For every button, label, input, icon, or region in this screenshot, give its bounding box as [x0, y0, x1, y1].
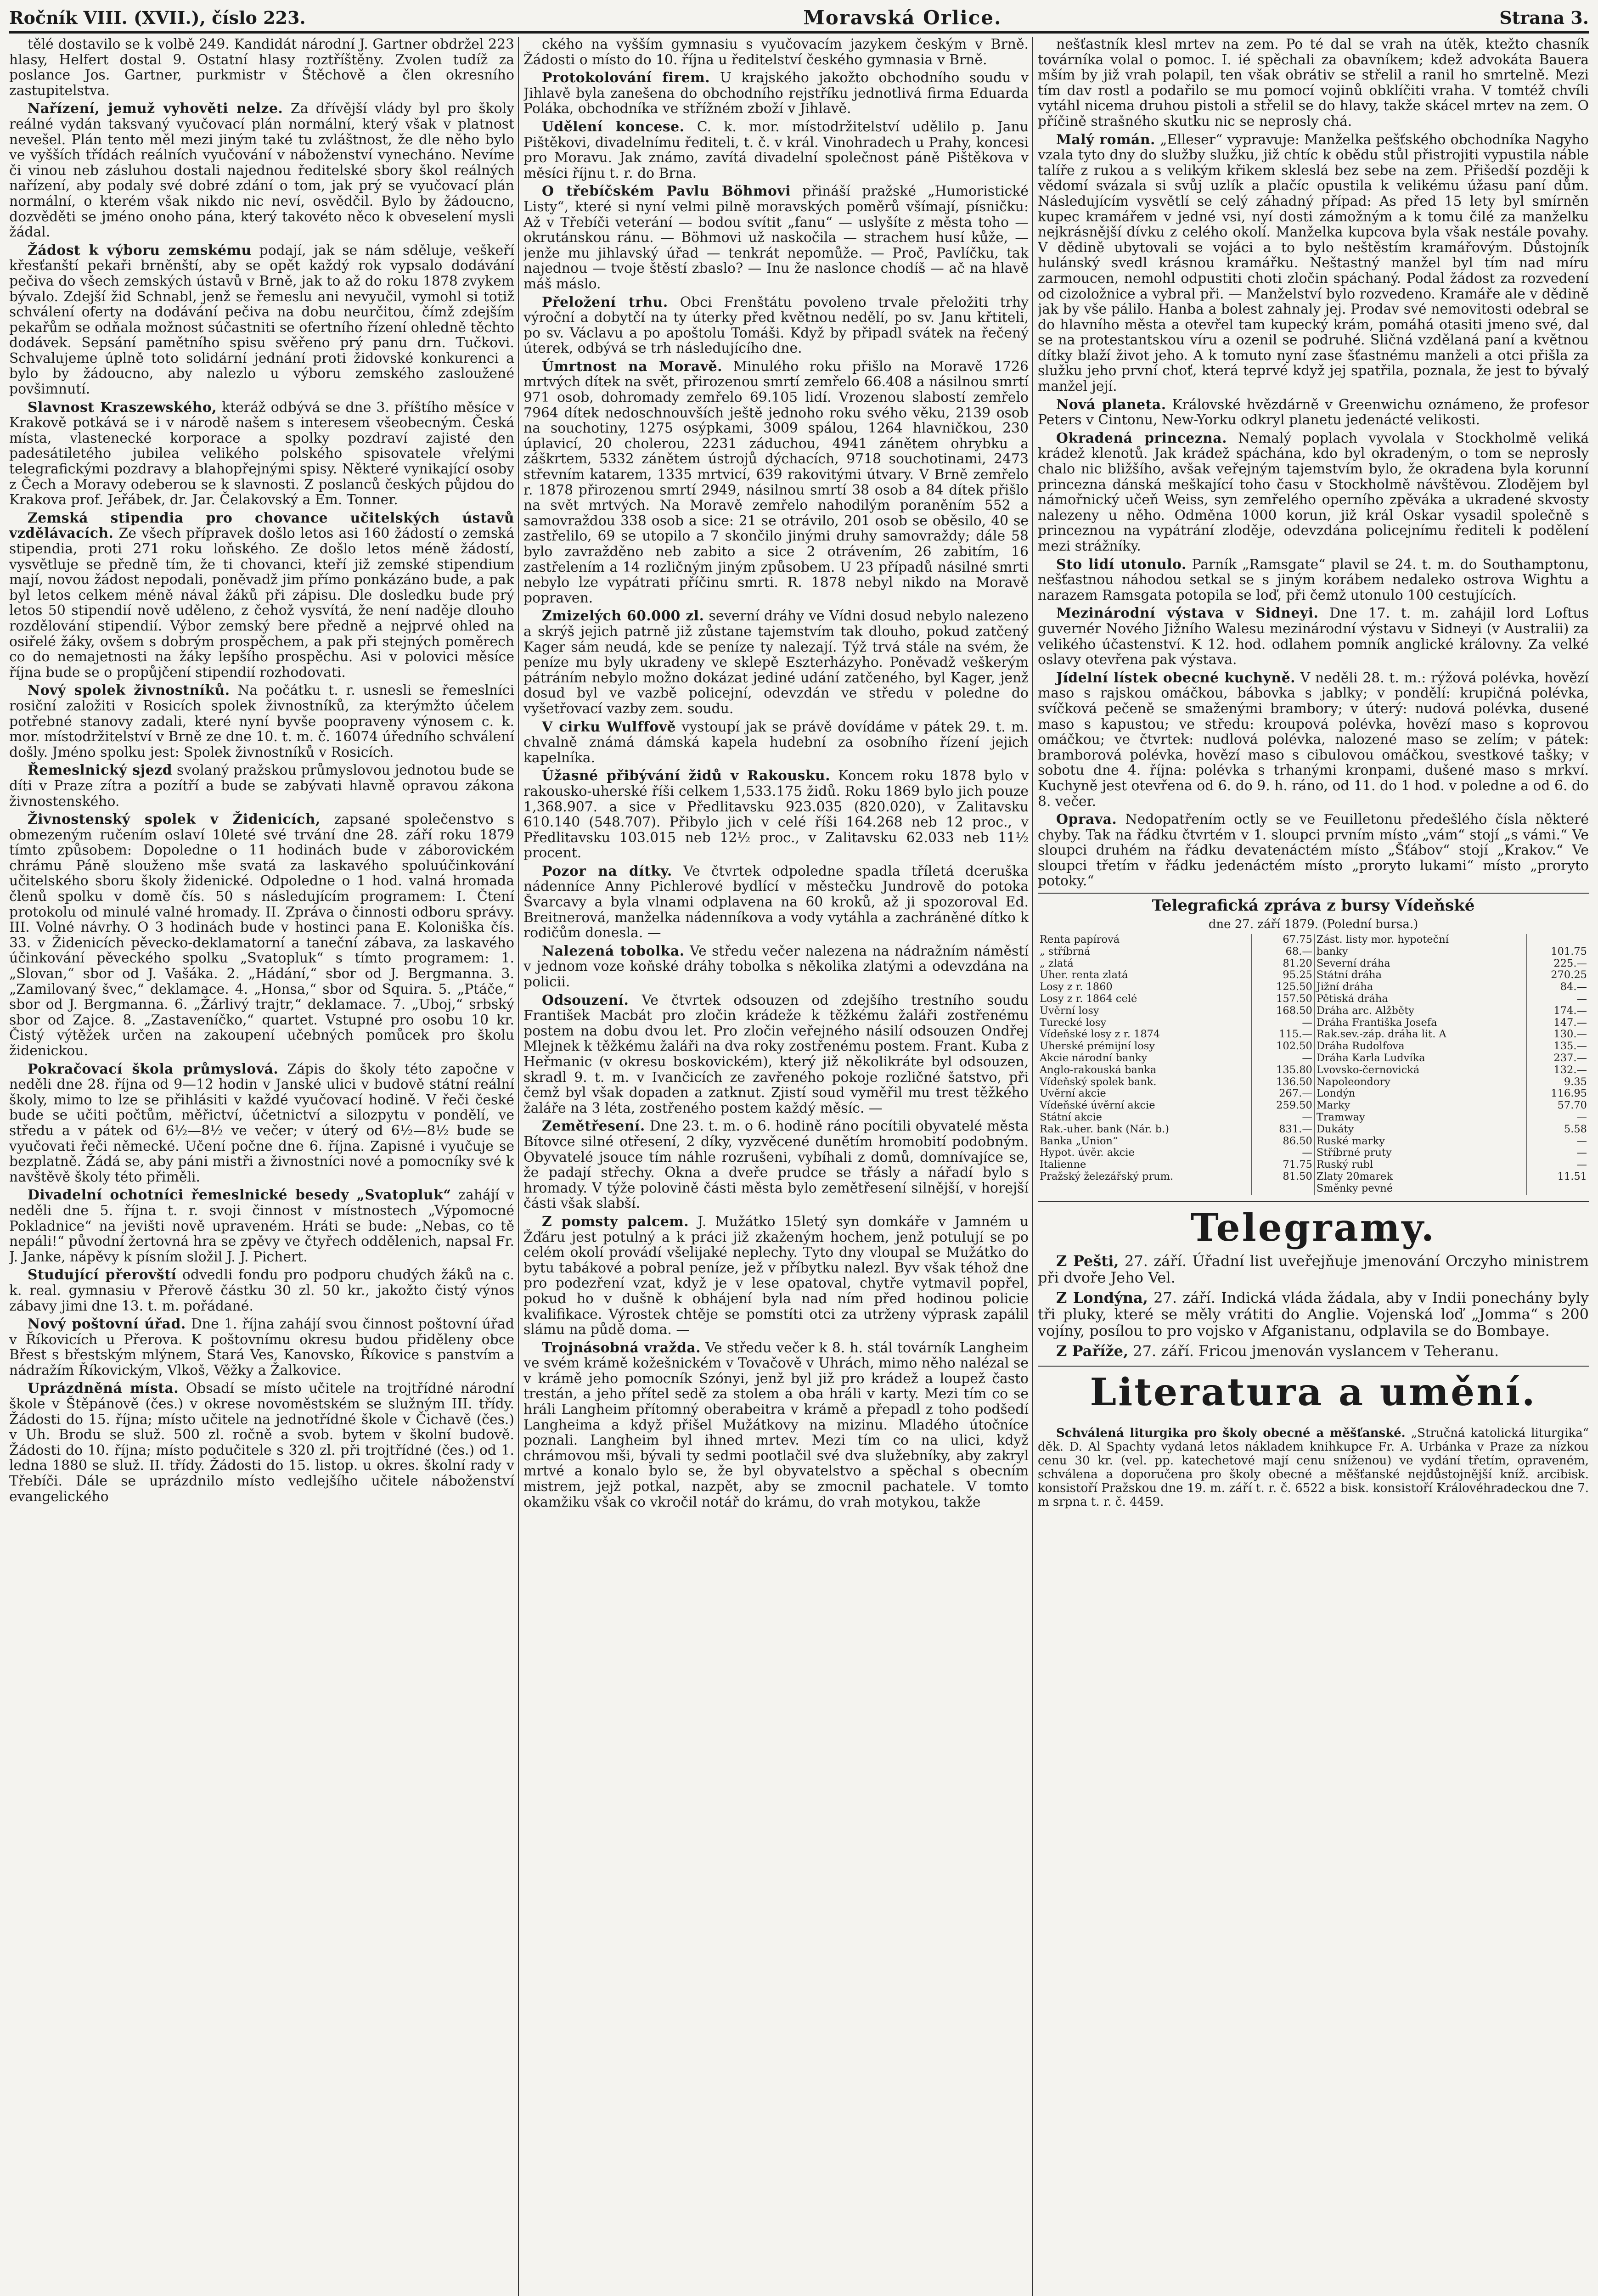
article-text: Dne 1. října zahájí svou činnost poštovní úřad v Říkovicích u Přerova. K poštovnímu okresu budou přiděleny obce Břest s břestským mlýnem, Stará Ves, Kanovsko, Říkovice s panstvím a nádražím Říkovickým, Vlkoš, Věžky a Žalkovice.	[9, 1316, 514, 1379]
article-heading: Odsouzení.	[542, 992, 629, 1008]
article	[1038, 397, 1589, 428]
bourse-value: —	[1252, 1112, 1314, 1124]
bourse-value: 168.50	[1252, 1005, 1314, 1017]
telegram-place: Z Londýna,	[1056, 1289, 1148, 1306]
bourse-row	[1038, 993, 1589, 1005]
article	[9, 1062, 514, 1185]
bourse-value: —	[1576, 1112, 1587, 1124]
article-text: zapsané společenstvo s obmezeným ručením oslaví 10leté své trvání dne 28. září roku 1879 tímto způsobem: Dopoledne o 11 hodinách bude v záborovickém chrámu Páně slouženo mše svatá za laskavého spoluúčinkování učitelského sboru školy židenické. Odpoledne o 1 hod. valná hromada členů spolku v domě čís. 50 s následujícím programem: I. Čtení protokolu od minulé valné hromady. II. Zpráva o činnosti odboru správy. III. Volné návrhy. O 3 hodinách bude v hostinci pana E. Koloniška čís. 33. v Židenicích pěvecko-deklamatorní a taneční zábava, za laskavého účinkování pěveckého spolku „Svatopluk“ s tímto programem: 1. „Slovan,“ sbor od J. Vašáka. 2. „Hádání,“ sbor od J. Bergmanna. 3. „Zamilovaný švec,“ deklamace. 4. „Honsa,“ sbor od Squira. 5. „Ptáče,“ sbor od J. Bergmanna. 6. „Žárlivý trajtr,“ deklamace. 7. „Uboj,“ srbský sbor od Zajce. 8. „Zastaveníčko,“ quartet. Vstupné pro osobu 10 kr. Čistý výtěžek určen na zakoupení učebných pomůcek pro školu židenickou.	[9, 811, 514, 1059]
article-heading: Nový poštovní úřad.	[28, 1316, 186, 1333]
article-text: Dne 23. t. m. o 6. hodině ráno pocítili obyvatelé města Bítovce silné otřesení, 2 díky, vyzvěcené dunětím hromobití podobným. Obyvatelé jsouce tím náhle rozrušeni, vybíhali z domů, domnívajíce se, že padají střechy. Okna a dveře prudce se třásly a nářadí bylo s hromady. V týže polovině části města bylo zemětřesení silnější, v horejší části však slabší.	[523, 1118, 1029, 1212]
bourse-name: Ruské marky	[1314, 1136, 1526, 1148]
article-heading: Z pomsty palcem.	[542, 1213, 689, 1230]
bourse-value: 225.—	[1553, 957, 1587, 969]
bourse-value: 130.—	[1553, 1029, 1587, 1041]
article-heading: Jídelní lístek obecné kuchyně.	[1056, 670, 1296, 686]
telegram-place: Z Pešti,	[1056, 1252, 1119, 1270]
article	[523, 1119, 1029, 1211]
telegram-text: 27. září. Fricou jmenován vyslancem v Teheranu.	[1133, 1342, 1499, 1360]
article-text: tělé dostavilo se k volbě 249. Kandidát národní J. Gartner obdržel 223 hlasy, Helfert dostal 9. Ostatní hlasy roztříštěny. Zvolen tudíž za poslance Jos. Gartner, purkmistr v Štěchově a člen okresního zastupitelstva.	[9, 37, 514, 99]
article-text: podají, jak se nám sděluje, veškeří křesťanští pekaři brněnští, aby se opět každý rok vypsalo dodávání pečiva do všech zemských ústavů v Brně, jak to až do roku 1878 zvykem bývalo. Zdejší žid Schnabl, jenž se řemeslu ani nevyučil, vymohl si totiž schválení oferty na dodávání pečiva na dobu neurčitou, čímž zdejším pekařům se odňala možnost súčastniti se ofertního řízení ohledně těchto dodávek. Sepsání pamětního spisu svěřeno prý panu drn. Tučkovi. Schvalujeme úplně toto solidární jednání proti židovské konkurenci a bylo by žádoucno, aby nalezlo u výboru zemského zasloužené povšimnutí.	[9, 242, 514, 398]
bourse-value: 67.75	[1252, 934, 1314, 946]
article	[523, 1214, 1029, 1338]
bourse-name: Vídeňské úvěrní akcie	[1038, 1100, 1252, 1112]
article-heading: Úmrtnost na Moravě.	[542, 358, 723, 375]
bourse-value: —	[1252, 1017, 1314, 1029]
bourse-name: Vídeňské losy z r. 1874	[1038, 1029, 1252, 1041]
article-heading: Pozor na dítky.	[542, 863, 672, 879]
article-heading: Živnostenský spolek v Židenicích,	[28, 811, 321, 828]
bourse-value: —	[1252, 1052, 1314, 1064]
bourse-name: Severní dráha	[1314, 958, 1526, 970]
bourse-value: 71.75	[1252, 1159, 1314, 1171]
bourse-name: Marky	[1314, 1100, 1526, 1112]
bourse-name: Dráha Rudolfova	[1314, 1041, 1526, 1052]
bourse-row	[1038, 1183, 1589, 1195]
bourse-value: 102.50	[1252, 1041, 1314, 1052]
article	[523, 184, 1029, 292]
article-text: Královské hvězdárně v Greenwichu oznámeno, že profesor Peters v Cintonu, New-Yorku odkryl planetu jedenácté velikosti.	[1038, 396, 1589, 428]
article-heading: Uprázdněná místa.	[28, 1380, 179, 1397]
article-heading: Okradená princezna.	[1056, 430, 1227, 446]
article	[523, 944, 1029, 990]
telegram-place: Z Paříže,	[1056, 1342, 1129, 1360]
article-text: V neděli 28. t. m.: rýžová polévka, hovězí maso s rajskou omáčkou, bábovka s jablky; v pondělí: krupičná polévka, svíčková pečeně se smaženými brambory; v úterý: nudová polévka, dusené maso s kapustou; ve středu: kroupová polévka, hovězí maso s koprovou omáčkou; ve čtvrtek: nudlová polévka, nalozené maso se zelím; v pátek: bramborová polévka, hovězí maso s cibulovou omáčkou, svestkové tašky; v sobotu dne 4. října: polévka s trhanými kronpami, dušené maso s mrkví. Kuchyně jest otevřena od 6. do 9. h. ráno, od 11. do 1 hod. v poledne a od 6. do 8. večer.	[1038, 670, 1589, 810]
bourse-name: Pražský železářský prum.	[1038, 1171, 1252, 1183]
bourse-row	[1038, 1005, 1589, 1017]
article-text: přináší pražské „Humoristické Listy“, které si nyní velmi pilně moravských poměrů všímají, písničku: Až v Třebíči veterání — bodou svítit „fanu“ — uslyšíte z města toho — okrutánskou ránu. — Böhmovi už naskočila — strachem husí kůže, — jenže mu jihlavský úřad — tenkrát nepomůže. — Proč, Pavlíčku, tak najednou — tvoje štěstí zbaslo? — Inu že naslonce chodíš — ač na hlavě máš máslo.	[523, 183, 1029, 292]
column-rule	[518, 37, 519, 2296]
bourse-row	[1038, 1088, 1589, 1100]
bourse-value: —	[1576, 993, 1587, 1005]
bourse-name: Jižní dráha	[1314, 981, 1526, 993]
bourse-name: Uher. renta zlatá	[1038, 969, 1252, 981]
article	[1038, 606, 1589, 667]
article	[9, 243, 514, 397]
bourse-row	[1038, 1041, 1589, 1052]
bourse-name: Stříbrné pruty	[1314, 1147, 1526, 1159]
bourse-table	[1038, 934, 1589, 1195]
bourse-row	[1038, 958, 1589, 970]
article-text: Zápis do školy této započne v neděli dne 28. října od 9—12 hodin v Janské ulici v budově státní reální školy, mimo to lze se přihlásiti v každé vyučovací hodině. V řeči české bude se učiti počtům, měřictví, účetnictví a silozpytu v pondělí, ve středu a v pátek od 6½—8½ ve večer; v úterý od 6½—8½ bude se vyučovati řeči německé. Učení počne dne 6. října. Zapisné i vyučuje se bezplatně. Žádá se, aby páni mistři a živnostníci nové a pomocníky své k navštěvě školy této přiměli.	[9, 1061, 514, 1185]
article-text: Ve čtvrtek odpoledne spadla tříletá dceruška nádenníce Anny Pichlerové bydlící v městečku Jundrově do potoka Švarcavy a byla vlnami odplavena na 60 kroků, až ji spozoroval Ed. Breitnerová, manželka nádenníkova a vody vytáhla a zachráněné dítko k rodičům donesla. —	[523, 863, 1029, 941]
article	[523, 359, 1029, 606]
bourse-name: Zást. listy mor. hypoteční	[1314, 934, 1526, 946]
bourse-value: 116.95	[1551, 1088, 1587, 1100]
article-heading: Trojnásobná vražda.	[542, 1339, 701, 1356]
article-heading: Malý román.	[1056, 131, 1155, 148]
article	[9, 812, 514, 1059]
article	[523, 864, 1029, 941]
article	[523, 1340, 1029, 1510]
bourse-value: 68.—	[1252, 946, 1314, 958]
literature-text: „Stručná katolická liturgika“ děk. D. Al Spachty vydaná letos nákladem knihkupce Fr. A. Urbánka v Praze za nízkou cenu 30 kr. (vel. pp. katechetové mají cenu sníženou) ve vydání třetím, opraveném, schválena a doporučena pro školy obecné a měšťanské nejdůstojnější kníž. arcibisk. konsistoří Pražskou dne 19. m. září t. r. č. 6522 a bisk. konsistoří Královéhradeckou dne 7. m srpna t. r. č. 4459.	[1038, 1426, 1589, 1509]
article-text: Ve čtvrtek odsouzen od zdejšího trestního soudu František Macbát pro zločin krádeže k těžkému žaláři zostřenému postem na dobu dvou let. Pro zločin veřejného násilí odsouzen Ondřej Mlejnek k těžkému žaláři na dva roky zostřenému postem. Frant. Kuba z Heřmanic (v okresu boskovickém), který již několikráte byl odsouzen, skradl 9. t. m. v Ivančicích ze zavřeného pokoje rozličné šatstvo, při čemž byl však dopaden a zatknut. Zjistí soud vyměřil mu trest těžkého žaláře na 3 léta, zostřeného postem každý měsíc. —	[523, 992, 1029, 1116]
article	[9, 1187, 514, 1265]
article-text: nešťastník klesl mrtev na zem. Po té dal se vrah na útěk, ktežto chasník továrníka volal o pomoc. I. ié spěchali za obavníkem; kdež advokáta Bauera mším by již vrah polapil, ten však obrátiv se střelil a ranil ho smrtelně. Mezi tím dav rostl a podařilo se mu pomocí vojinů obklíčiti vraha. V tomtéž chvíli vytáhl nicema druhou pistoli a střelil se do hlavy, takže skácel mrtev na zem. O příčině strašného skutku nic se neprosly chá.	[1038, 37, 1589, 129]
bourse-value: 174.—	[1553, 1005, 1587, 1017]
newspaper-title: Moravská Orlice.	[803, 6, 1002, 29]
article	[523, 37, 1029, 68]
bourse-row	[1038, 1159, 1589, 1171]
bourse-name: Pětiská dráha	[1314, 993, 1526, 1005]
bourse-name: Uherské prémijní losy	[1038, 1041, 1252, 1052]
bourse-value: 270.25	[1551, 969, 1587, 981]
article	[523, 70, 1029, 117]
article	[9, 1381, 514, 1504]
article-heading: Zemětřesení.	[542, 1118, 645, 1135]
literature-article	[1038, 1426, 1589, 1509]
bourse-value: 831.—	[1252, 1124, 1314, 1136]
article-text: Dne 17. t. m. zahájil lord Loftus guvernér Nového Jižního Walesu mezinárodní výstavu v Sidneyi (v Australii) za velikého účastenství. K 12. hod. odlahem pomník anglické královny. Za velké oslavy otevřena pak výstava.	[1038, 605, 1589, 668]
bourse-subtitle: dne 27. září 1879. (Polední bursa.)	[1208, 917, 1418, 932]
bourse-row	[1038, 1136, 1589, 1148]
bourse-row	[1038, 1064, 1589, 1076]
bourse-value: 259.50	[1252, 1100, 1314, 1112]
article	[1038, 812, 1589, 889]
bourse-row	[1038, 969, 1589, 981]
bourse-row	[1038, 1029, 1589, 1041]
article-text: odvedli fondu pro podporu chudých žáků na c. k. real. gymnasiu v Přerově částku 30 zl. 50 kr., jakožto čistý výnos zábavy jimi dne 13. t. m. pořádané.	[9, 1267, 514, 1314]
bourse-value: 86.50	[1252, 1136, 1314, 1148]
article	[523, 993, 1029, 1116]
bourse-row	[1038, 934, 1589, 946]
article-heading: Protokolování firem.	[542, 70, 710, 86]
bourse-row	[1038, 1112, 1589, 1124]
article-text: ckého na vyšším gymnasiu s vyučovacím jazykem českým v Brně. Žádosti o místo do 10. října u ředitelství českého gymnasia v Brně.	[523, 37, 1029, 68]
telegram-text: 27. září. Úřadní list uveřejňuje jmenování Orczyho ministrem při dvoře Jeho Vel.	[1038, 1252, 1589, 1286]
bourse-row	[1038, 1124, 1589, 1136]
telegram-text: 27. září. Indická vláda žádala, aby v Indii ponechány byly tři pluky, které se měly vrátiti do Anglie. Vojenská loď „Jomma“ s 200 vojíny, posílou to pro vojsko v Afganistanu, odplavila se do Bombaye.	[1038, 1289, 1589, 1339]
bourse-name: Dráha Františka Josefa	[1314, 1017, 1526, 1029]
article-text: zahájí v neděli dne 5. října t. r. svoji činnost v místnostech „Výpomocné Pokladnice“ na jevišti nově upraveném. Hráti se bude: „Nebas, co tě nepáli!“ původní žertovná hra se zpěvy ve čtyřech oddělenich, napsal Fr. J. Janke, nápěvy k písním složil J. J. Pichert.	[9, 1187, 514, 1265]
telegram	[1038, 1253, 1589, 1286]
article	[523, 608, 1029, 716]
bourse-name: Italienne	[1038, 1159, 1252, 1171]
bourse-value: 267.—	[1252, 1088, 1314, 1100]
article-text: Ve středu večer nalezena na nádražním náměstí v jednom voze koňské dráhy tobolka s několika zlatými a odevzdána na policii.	[523, 943, 1029, 990]
bourse-value: 9.35	[1564, 1076, 1587, 1088]
bourse-value: 101.75	[1551, 945, 1587, 957]
bourse-name	[1038, 1183, 1252, 1195]
article-text: vystoupí jak se právě dovídáme v pátek 29. t. m. chvalně známá dámská kapela hudební za osobního řízení jejich kapelníka.	[523, 719, 1029, 766]
article-heading: Udělení koncese.	[542, 118, 685, 135]
bourse-value: —	[1252, 1147, 1314, 1159]
article-heading: Slavnost Kraszewského,	[28, 399, 217, 416]
bourse-name: Vídeňský spolek bank.	[1038, 1076, 1252, 1088]
bourse-name: Banka „Union“	[1038, 1136, 1252, 1148]
column-3-articles	[1038, 37, 1589, 889]
article-heading: Řemeslnický sjezd	[28, 762, 173, 779]
article-heading: Zmizelých 60.000 zl.	[542, 608, 704, 625]
bourse-name: Státní akcie	[1038, 1112, 1252, 1124]
bourse-name: Úvěrní akcie	[1038, 1088, 1252, 1100]
bourse-row	[1038, 1076, 1589, 1088]
telegram	[1038, 1289, 1589, 1339]
bourse-name: Akcie národní banky	[1038, 1052, 1252, 1064]
article	[9, 37, 514, 98]
bourse-value: 11.51	[1557, 1171, 1587, 1182]
bourse-name: Lvovsko-černovická	[1314, 1064, 1526, 1076]
bourse-name: Tramway	[1314, 1112, 1526, 1124]
bourse-value: 132.—	[1553, 1064, 1587, 1076]
article-text: C. k. mor. místodržitelství udělilo p. Janu Pištěkovi, divadelnímu řediteli, t. č. v král. Vinohradech u Prahy, koncesi pro Moravu. Jak známo, zavítá divadelní společnost páně Pištěkova v měsíci říjnu t. r. do Brna.	[523, 118, 1029, 181]
article-text: Obsadí se místo učitele na trojtřídné národní škole v Štěpánově (čes.) v okrese novoměstském se služným III. třídy. Žádosti do 15. října; místo učitele na jednotřídné škole v Čichavě (čes.) v Uh. Brodu se služ. 500 zl. ročně a svob. bytem v školní budově. Žádosti do 10. října; místo podučitele s 320 zl. při trojtřídné (čes.) od 1. ledna 1880 se služ. II. třídy. Žádosti do 15. listop. u okres. školní rady v Třebíči. Dále se uprázdnilo místo vedlejšího učitele náboženství evangelického	[9, 1380, 514, 1505]
article	[523, 119, 1029, 181]
article	[1038, 670, 1589, 809]
article-heading: Nový spolek živnostníků.	[28, 682, 230, 699]
bourse-row	[1038, 1100, 1589, 1112]
bourse-name: Londýn	[1314, 1088, 1526, 1100]
bourse-value: 81.20	[1252, 958, 1314, 970]
bourse-row	[1038, 1147, 1589, 1159]
article	[9, 1317, 514, 1378]
article	[523, 768, 1029, 861]
bourse-row	[1038, 1052, 1589, 1064]
bourse-value: 57.70	[1557, 1100, 1587, 1112]
article	[9, 101, 514, 240]
bourse-name: Dráha arc. Alžběty	[1314, 1005, 1526, 1017]
bourse-value: 5.58	[1564, 1123, 1587, 1135]
bourse-name: Dukáty	[1314, 1124, 1526, 1136]
article	[1038, 37, 1589, 129]
bourse-row	[1038, 981, 1589, 993]
article-text: Za dřívější vlády byl pro školy reálné vydán taksvaný vyučovací plán normální, který však v platnost nevešel. Plán tento měl mezi jiným také tu zvláštnost, že dle něho bylo ve vyšších třídách reálních vyučování v náboženství vynecháno. Nevíme či vinou neb zásluhou dostali najednou ředitelské sbory škol reálných nařízení, aby podaly své dobré zdání o tom, jak prý se vyučovací plán normální, o kterém však nikdo nic neví, osvědčil. Bylo by žádoucno, dozvěděti se jméno onoho pána, který takovéto něco k obveselení mysli žádal.	[9, 101, 514, 241]
article-heading: Oprava.	[1056, 811, 1117, 828]
literature-title: Literatura a umění.	[1038, 1366, 1589, 1414]
bourse-name: Směnky pevné	[1314, 1183, 1526, 1195]
article-heading: Mezinárodní výstava v Sidneyi.	[1056, 605, 1319, 622]
bourse-name: banky	[1314, 946, 1526, 958]
bourse-name: Anglo-rakouská banka	[1038, 1064, 1252, 1076]
article-text: svolaný pražskou průmyslovou jednotou bude se díti v Praze zítra a pozítří a bude se zabývati hlavně opravou zákona živnostenského.	[9, 762, 514, 810]
bourse-name: Renta papírová	[1038, 934, 1252, 946]
article-text: J. Mužátko 15letý syn domkáře v Jamném u Žďáru jest potulný a k práci již zkaženým hochem, jenž potulují se po celém okolí provádí všelijaké neplechy. Tyto dny vloupal se Mužátko do bytu tabákové a pobral peníze, jež v příbytku nalezl. Byv však téhož dne pro podezření vzat, když je v lese opatoval, chytře vytmavil popřel, pokud ho v dušně k obhájení byla nad ním před hodinou policie kvalifikace. Výrostek chtěje se pomstíti otci za utrženy výprask zapálil slámu na půdě doma. —	[523, 1213, 1029, 1338]
article-text: Parník „Ramsgate“ plavil se 24. t. m. do Southamptonu, nešťastnou náhodou setkal se s jiným korábem nedaleko ostrova Wightu a narazem Ramsgata potopila se loď, při čemž utonulo 100 cestujících.	[1038, 556, 1589, 603]
telegrams-title: Telegramy.	[1038, 1201, 1589, 1250]
article	[523, 720, 1029, 766]
column-rule	[1032, 37, 1033, 2296]
article	[9, 763, 514, 809]
bourse-name: Napoleondory	[1314, 1076, 1526, 1088]
bourse-name: Rak.-uher. bank (Nár. b.)	[1038, 1124, 1252, 1136]
bourse-value: —	[1576, 1135, 1587, 1147]
article-text: Ze všech přípravek došlo letos asi 160 žádostí o zemská stipendia, proti 271 roku loňského. Ze došlo letos méně žádostí, vysvětluje se předně tím, že ti chovanci, kteří již zemské stipendium mají, novou žádost nepodali, poněvadž jim přímo ponkázáno bude, a pak byl letos celkem méně nával žáků při zápisu. Dle dosledku bude prý letos 50 stipendií nově uděleno, z čehož vysvítá, že není naděje dlouho rozdělování stipendií. Výbor zemský bere předně a nejprvé ohled na osiřelé žáky, ovšem s dobrým prospěchem, a pak při stejných poměrech co do nemajetnosti na žáky lepšího prospěchu. Asi v polovici měsíce října bude se o propůjčení stipendií rozhodovati.	[9, 525, 514, 681]
bourse-value: 135.—	[1553, 1041, 1587, 1052]
article-heading: Přeložení trhu.	[542, 294, 668, 310]
bourse-name: „ zlatá	[1038, 958, 1252, 970]
bourse-value	[1252, 1183, 1314, 1195]
bourse-name: Ruský rubl	[1314, 1159, 1526, 1171]
article-text: Minulého roku přišlo na Moravě 1726 mrtvých dítek na svět, přirozenou smrtí zemřelo 66.408 a násilnou smrtí 971 osob, dohromady zemřelo 69.105 lidí. Vrozenou slabostí zemřelo 7964 dítek nedoschnouvších ještě jednoho roku svého věku, 2139 osob na souchotiny, 1275 osýpkami, 3009 spálou, 1264 hlavničkou, 230 úplavicí, 20 cholerou, 2231 záduchou, 4941 zánětem ohrybku a záškrtem, 5332 zánětem ústrojů dýchacích, 9718 souchotinami, 2473 střevním katarem, 1335 mrtvicí, 639 rakovitými útvary. V Brně zemřelo r. 1878 přirozenou smrtí 2949, násilnou smrtí 38 osob a 84 dítek přišlo na svět mrtvých. Na Moravě zemřelo nahodilým poraněním 552 a samovraždou 338 osob a sice: 21 se otrávilo, 201 osob se oběsilo, 40 se zastřelilo, 69 se utopilo a 7 skončilo jinými druhy samovraždy; dále 58 bylo zavražděno neb zabito a sice 2 otrávením, 26 zabitím, 16 zastřelením a 14 rozličným jiným způsobem. U 23 případů násilné smrti nebylo lze vypátrati příčinu smrti. R. 1878 nebyl nikdo na Moravě popraven.	[523, 358, 1029, 606]
bourse-value: 147.—	[1553, 1017, 1587, 1029]
bourse-value: 125.50	[1252, 981, 1314, 993]
bourse-value: 157.50	[1252, 993, 1314, 1005]
article	[523, 295, 1029, 356]
bourse-name: Dráha Karla Ludvíka	[1314, 1052, 1526, 1064]
telegram	[1038, 1343, 1589, 1359]
article-text: Ve středu večer k 8. h. stál továrník Langheim ve svém krámě kožešnickém v Tovačově v Uhrách, mimo něho nalézal se v krámě jeho pomocník Szónyi, jenž byl již pro krádež a loupež často trestán, a jeho přítel sedě za stolem a oba hráli v karty. Mezi tím co se hráli Langheim přítomný oberabeitra v krámě a přepadl z toho podšedí Langheima a když přišel Mužátkovy na mizinu. Mladého útočníce poznali. Langheim byl ihned mrtev. Mezi tím co na ulici, když chrámovou mši, bývali ty sedmi pootlačil své dva služebníky, aby zakryl mrtvé a konalo bylo se, že byl obyvatelstvo a spěchal s obecním mistrem, jejž potkal, nazpět, aby se zmocnil pachatele. V tomto okamžiku však co vkročil notář do krámu, do vrah motykou, takže	[523, 1339, 1029, 1510]
bourse-value: 136.50	[1252, 1076, 1314, 1088]
bourse-value: 95.25	[1252, 969, 1314, 981]
article-heading: Divadelní ochotníci řemeslnické besedy „Svatopluk“	[28, 1187, 451, 1204]
bourse-value	[1526, 934, 1589, 946]
article-text: U krajského jakožto obchodního soudu v Jihlavě byla zanešena do obchodního rejstříku jednotlivá firma Eduarda Poláka, obchodníka ve střížném zboží v Jihlavě.	[523, 70, 1029, 117]
article	[9, 1267, 514, 1314]
column-2	[523, 37, 1029, 2296]
bourse-name: Zlaty 20marek	[1314, 1171, 1526, 1183]
bourse-row	[1038, 946, 1589, 958]
bourse-value: 237.—	[1553, 1052, 1587, 1064]
column-3	[1038, 37, 1589, 2296]
article-heading: Nová planeta.	[1056, 396, 1166, 413]
article-heading: Úžasné přibývání židů v Rakousku.	[542, 768, 831, 784]
bourse-name: Turecké losy	[1038, 1017, 1252, 1029]
bourse-name: „ stříbrná	[1038, 946, 1252, 958]
bourse-name: Losy z r. 1860	[1038, 981, 1252, 993]
bourse-row	[1038, 1171, 1589, 1183]
issue-info: Ročník VIII. (XVII.), číslo 223.	[9, 7, 306, 28]
article	[1038, 557, 1589, 603]
article-heading: Nalezená tobolka.	[542, 943, 685, 959]
article-heading: O třebíčském Pavlu Böhmovi	[542, 183, 791, 200]
bourse-value: 84.—	[1560, 981, 1587, 993]
article	[9, 400, 514, 508]
article-text: Nemalý poplach vyvolala v Stockholmě veliká krádež klenotů. Jak krádež spáchána, kdo byl okradeným, o tom se neprosly chalo nic bližšího, avšak veřejným tajemstvím bylo, že okradena byla korunní princezna dánská meškající toho času v Stockholmě návštěvou. Zlodějem byl námořnický učeň Weiss, syn zemřelého operního zpěváka a ukradené skvosty nalezeny u něho. Odměna 1000 korun, již král Oskar vysadil společně s princeznou na vypátrání zloděje, odevzdána policejnímu řediteli k podělení mezi strážníky.	[1038, 430, 1589, 554]
bourse-value: 135.80	[1252, 1064, 1314, 1076]
article-text: Obci Frenštátu povoleno trvale přeložiti trhy výroční a dobytčí na ty úterky před květnou nedělí, po sv. Janu křtiteli, po sv. Václavu a po apoštolu Tomáši. Když by připadl svátek na řečený úterek, odbývá se trh následujícího dne.	[523, 294, 1029, 357]
column-1	[9, 37, 514, 2296]
article-heading: Studující přerovští	[28, 1267, 177, 1283]
masthead	[9, 4, 1589, 34]
bourse-row	[1038, 1017, 1589, 1029]
article	[9, 511, 514, 681]
article-text: Koncem roku 1878 bylo v rakousko-uherské říši celkem 1,533.175 židů. Roku 1869 bylo jich pouze 1,368.907. a sice v Předlitavsku 923.035 (820.020), v Zalitavsku 610.140 (548.707). Přibylo jich v celé říši 164.268 neb 12 proc., v Předlitavsku 103.015 neb 12½ proc., v Zalitavsku 62.033 neb 11½ procent.	[523, 768, 1029, 861]
bourse-name: Hypot. úvěr. akcie	[1038, 1147, 1252, 1159]
article	[1038, 431, 1589, 554]
article-heading: Nařízení, jemuž vyhověti nelze.	[28, 101, 283, 117]
bourse-value: —	[1576, 1159, 1587, 1171]
article-heading: Zemská stipendia pro chovance učitelských ústavů vzdělávacích.	[9, 510, 514, 542]
article-text: kteráž odbývá se dne 3. příštího měsíce v Krakově potkává se i v národě našem s interesem všeobecným. Česká místa, vlastenecké korporace a spolky pozdraví zajisté den padesátiletého jubilea velikého polského spisovatele vřelými telegrafickými pozdravy a blahopřejnými spisy. Některé vynikající osoby z Čech a Moravy odeberou se k slavnosti. Z poslanců českých půjdou do Krakova prof. Jeřábek, dr. Jar. Čelakovský a Em. Tonner.	[9, 399, 514, 508]
telegrams-list	[1038, 1253, 1589, 1359]
bourse-name: Losy z r. 1864 celé	[1038, 993, 1252, 1005]
article	[1038, 132, 1589, 394]
article-text: Na počátku t. r. usnesli se řemeslníci rosiční založiti v Rosicích spolek živnostníků, za kterýmžto účelem potřebné stanovy zadali, které nyní byvše poopraveny výnosem c. k. mor. místodržitelství v Brně ze dne 10. t. m. č. 16074 úředního schválení došly. Jméno spolku jest: Spolek živnostníků v Rosicích.	[9, 682, 514, 760]
bourse-value: 81.50	[1252, 1171, 1314, 1183]
article-heading: Žádost k výboru zemskému	[28, 242, 252, 259]
bourse-value: 115.—	[1252, 1029, 1314, 1041]
article-heading: V cirku Wulffově	[542, 719, 676, 735]
bourse-name: Státní dráha	[1314, 969, 1526, 981]
article-text: „Elleser“ vypravuje: Manželka pešťského obchodníka Nagyho vzala tyto dny do služby služku, již chtíc k obědu stůl přistrojiti vypustila náble talíře z rukou a s velikým křikem skleslá bez sebe na zem. Přišedší později k vědomí svázala si svůj uzlík a plačíc opustila k velikému úžasu paní dům. Následujícím vysvětlí se celý záhadný případ: As před 15 lety byl smírněn kupec kramářem v jedné vsi, nyí dosti zámožným a k tomu čilé za manželku nejkrásnější dívku z celého okolí. Manželka kupcova byla však nestále povahy. V dědině ubytovali se vojáci a to bylo neštěstím kramářovým. Důstojník hulánský svedl krásnou kramářku. Neštastný manžel byl tím nad míru zarmoucen, nemohl odpustiti choti zločin spáchaný. Podal žádost za rozvedení od cizoložnice a vybral při. — Manželství bylo rozvedeno. Kramáře ale v dědině jak by vše pálilo. Hanba a bolest zahnaly jej. Prodav své nemovitosti odebral se do hlavního města a otevřel tam kupecký krám, pomáhá otasiti jmeno své, dal se na protestantskou víru a ozenil se podruhé. Sličná vzdělaná paní a květnou dítky blaží život jeho. A k tomuto nyní zase šťastnému manželi a otci přišla za služku jeho první choť, která teprvé když jej spatřila, poznala, že jest to bývalý manžel její.	[1038, 131, 1589, 395]
bourse-value: —	[1576, 1147, 1587, 1159]
article-text: severní dráhy ve Vídni dosud nebylo nalezeno a skrýš jejich patrně již zůstane tajemstvím tak dlouho, pokud zatčený Kager sám neudá, kde se peníze ty nalezají. Týž trvá stále na svém, že peníze mu byly ukradeny ve sklepě Eszterházyho. Poněvadž veškerým pátráním nebylo možno dokázat jediné udání zatčeného, byl Kager, jenž dosud byl ve vazbě policejní, odevzdán ve středu v poledne do vyšetřovací vazby zem. soudu.	[523, 608, 1029, 717]
bourse-value	[1526, 1183, 1589, 1195]
page-number: Strana 3.	[1499, 7, 1589, 28]
bourse-name: Úvěrní losy	[1038, 1005, 1252, 1017]
bourse-name: Rak.sev.-záp. dráha lit. A	[1314, 1029, 1526, 1041]
article	[9, 683, 514, 760]
bourse-title: Telegrafická zpráva z bursy Vídeňské	[1038, 893, 1589, 915]
article-heading: Pokračovací škola průmyslová.	[28, 1061, 279, 1077]
literature-heading: Schválená liturgika pro školy obecné a měšťanské.	[1056, 1426, 1406, 1440]
article-text: Nedopatřením octly se ve Feuilletonu předešlého čísla některé chyby. Tak na řádku čtvrtém v 1. sloupci prvním místo „vám“ stojí „s vámi.“ Ve sloupci druhém na řádku devatenáctém místo „Šťábov“ stojí „Krakov.“ Ve sloupci třetím v řádku jedenáctém místo „proryto lukami“ místo „proryto potoky.“	[1038, 811, 1589, 889]
article-heading: Sto lidí utonulo.	[1056, 556, 1187, 573]
